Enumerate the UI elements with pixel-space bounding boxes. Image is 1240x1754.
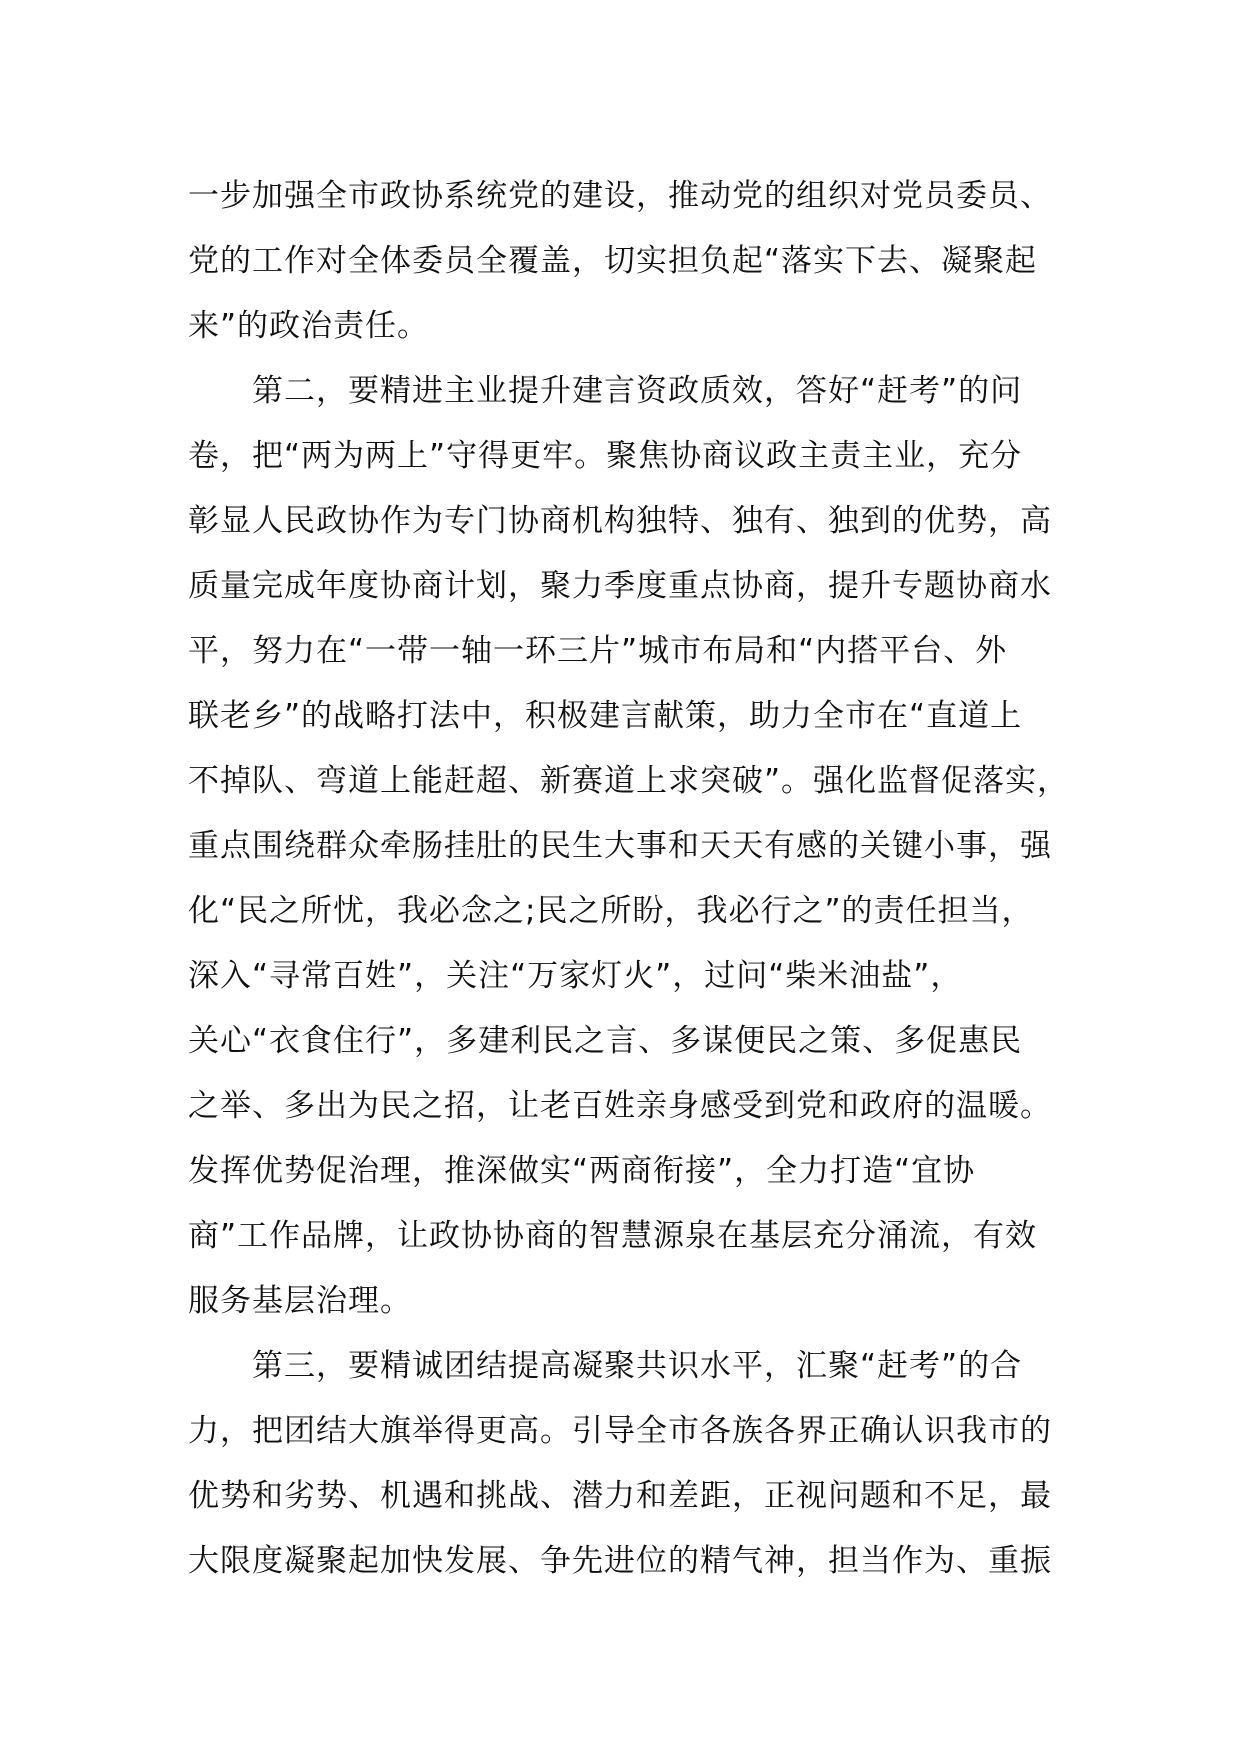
- text-line: 深入“寻常百姓”，关注“万家灯火”，过问“柴米油盐”，: [188, 958, 963, 994]
- text-line: 发挥优势促治理，推深做实“两商衔接”，全力打造“宜协: [188, 1153, 976, 1189]
- text-line: 力，把团结大旗举得更高。引导全市各族各界正确认识我市的: [188, 1413, 1052, 1449]
- text-line: 重点围绕群众牵肠挂肚的民生大事和天天有感的关键小事，强: [188, 828, 1052, 864]
- text-line: 之举、多出为民之招，让老百姓亲身感受到党和政府的温暖。: [188, 1088, 1052, 1124]
- text-line: 关心“衣食住行”，多建利民之言、多谋便民之策、多促惠民: [188, 1023, 1023, 1059]
- text-line: 不掉队、弯道上能赶超、新赛道上求突破”。强化监督促落实，: [188, 763, 1070, 799]
- text-line: 大限度凝聚起加快发展、争先进位的精气神，担当作为、重振: [188, 1543, 1052, 1579]
- text-line: 质量完成年度协商计划，聚力季度重点协商，提升专题协商水: [188, 568, 1052, 604]
- text-line: 商”工作品牌，让政协协商的智慧源泉在基层充分涌流，有效: [188, 1218, 1038, 1254]
- text-line: 优势和劣势、机遇和挑战、潜力和差距，正视问题和不足，最: [188, 1478, 1052, 1514]
- paragraph-start-line: 第二，要精进主业提升建言资政质效，答好“赶考”的问: [188, 373, 1023, 409]
- text-line: 平，努力在“一带一轴一环三片”城市布局和“内搭平台、外: [188, 633, 1008, 669]
- text-line: 化“民之所忧，我必念之;民之所盼，我必行之”的责任担当，: [188, 893, 1034, 929]
- text-line: 一步加强全市政协系统党的建设，推动党的组织对党员委员、: [188, 178, 1052, 214]
- body-text: [188, 164, 1088, 1594]
- text-line: 卷，把“两为两上”守得更牢。聚焦协商议政主责主业，充分: [188, 438, 1023, 474]
- text-line: 党的工作对全体委员全覆盖，切实担负起“落实下去、凝聚起: [188, 243, 1038, 279]
- text-line: 联老乡”的战略打法中，积极建言献策，助力全市在“直道上: [188, 698, 1023, 734]
- text-line: 服务基层治理。: [188, 1283, 412, 1319]
- text-line: 彰显人民政协作为专门协商机构独特、独有、独到的优势，高: [188, 503, 1052, 539]
- paragraph-start-line: 第三，要精诚团结提高凝聚共识水平，汇聚“赶考”的合: [188, 1348, 1023, 1384]
- text-line: 来”的政治责任。: [188, 308, 430, 344]
